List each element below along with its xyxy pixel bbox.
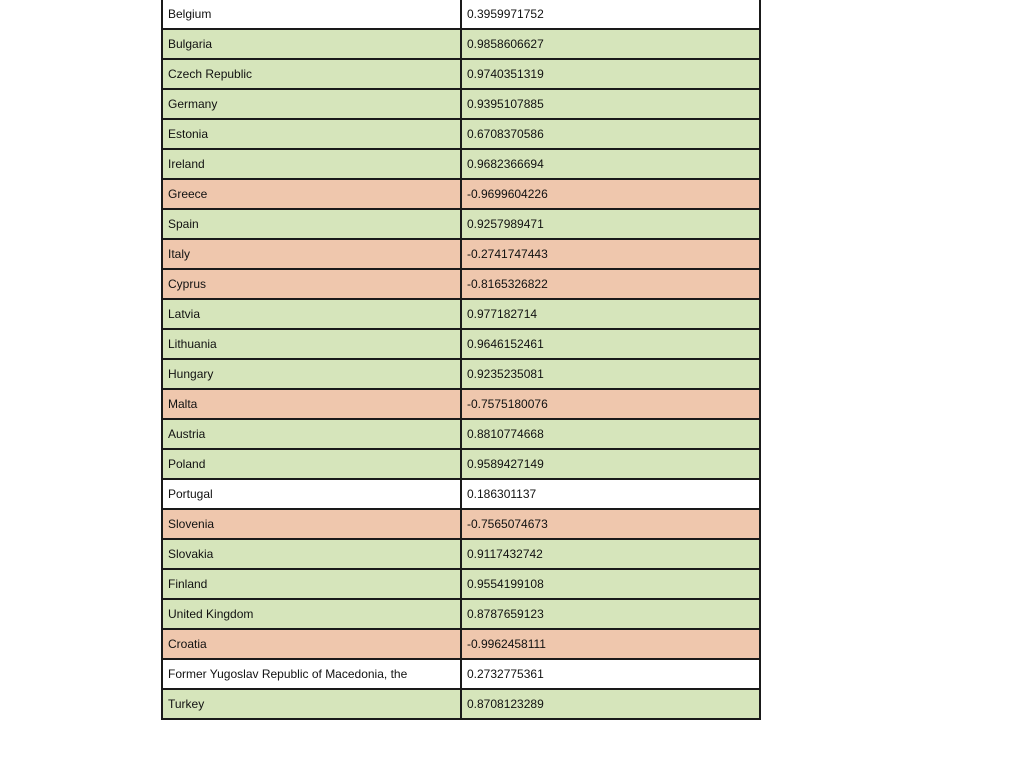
value-cell[interactable]: 0.9646152461 — [461, 329, 760, 359]
country-cell[interactable]: Croatia — [162, 629, 461, 659]
country-cell[interactable]: Estonia — [162, 119, 461, 149]
table-row — [162, 419, 760, 449]
value-cell[interactable]: -0.2741747443 — [461, 239, 760, 269]
table-row — [162, 0, 760, 29]
value-cell[interactable]: 0.977182714 — [461, 299, 760, 329]
table-row — [162, 179, 760, 209]
table-row — [162, 389, 760, 419]
table-row — [162, 89, 760, 119]
country-cell[interactable]: Slovenia — [162, 509, 461, 539]
table-row — [162, 659, 760, 689]
country-cell[interactable]: United Kingdom — [162, 599, 461, 629]
table-row — [162, 449, 760, 479]
table-row — [162, 689, 760, 719]
table-row — [162, 359, 760, 389]
value-cell[interactable]: 0.9858606627 — [461, 29, 760, 59]
country-cell[interactable]: Portugal — [162, 479, 461, 509]
country-cell[interactable]: Hungary — [162, 359, 461, 389]
table-row — [162, 599, 760, 629]
value-cell[interactable]: -0.8165326822 — [461, 269, 760, 299]
country-cell[interactable]: Czech Republic — [162, 59, 461, 89]
country-cell[interactable]: Ireland — [162, 149, 461, 179]
table-row — [162, 329, 760, 359]
country-cell[interactable]: Former Yugoslav Republic of Macedonia, the — [162, 659, 461, 689]
country-cell[interactable]: Finland — [162, 569, 461, 599]
spreadsheet-table-container — [161, 0, 759, 720]
value-cell[interactable]: 0.9740351319 — [461, 59, 760, 89]
country-cell[interactable]: Latvia — [162, 299, 461, 329]
value-cell[interactable]: -0.9962458111 — [461, 629, 760, 659]
value-cell[interactable]: 0.186301137 — [461, 479, 760, 509]
table-body — [162, 0, 760, 719]
value-cell[interactable]: 0.6708370586 — [461, 119, 760, 149]
country-cell[interactable]: Malta — [162, 389, 461, 419]
table-row — [162, 479, 760, 509]
country-cell[interactable]: Poland — [162, 449, 461, 479]
table-row — [162, 629, 760, 659]
value-cell[interactable]: 0.9395107885 — [461, 89, 760, 119]
value-cell[interactable]: 0.9554199108 — [461, 569, 760, 599]
value-cell[interactable]: 0.9682366694 — [461, 149, 760, 179]
value-cell[interactable]: -0.9699604226 — [461, 179, 760, 209]
table-row — [162, 239, 760, 269]
country-cell[interactable]: Belgium — [162, 0, 461, 29]
table-row — [162, 29, 760, 59]
country-cell[interactable]: Cyprus — [162, 269, 461, 299]
value-cell[interactable]: 0.8708123289 — [461, 689, 760, 719]
table-row — [162, 59, 760, 89]
value-cell[interactable]: 0.8810774668 — [461, 419, 760, 449]
country-cell[interactable]: Turkey — [162, 689, 461, 719]
table-row — [162, 209, 760, 239]
value-cell[interactable]: 0.9117432742 — [461, 539, 760, 569]
country-values-table — [161, 0, 761, 720]
country-cell[interactable]: Bulgaria — [162, 29, 461, 59]
country-cell[interactable]: Italy — [162, 239, 461, 269]
country-cell[interactable]: Germany — [162, 89, 461, 119]
value-cell[interactable]: 0.3959971752 — [461, 0, 760, 29]
country-cell[interactable]: Slovakia — [162, 539, 461, 569]
country-cell[interactable]: Spain — [162, 209, 461, 239]
country-cell[interactable]: Austria — [162, 419, 461, 449]
value-cell[interactable]: 0.9589427149 — [461, 449, 760, 479]
table-row — [162, 119, 760, 149]
country-cell[interactable]: Lithuania — [162, 329, 461, 359]
value-cell[interactable]: -0.7565074673 — [461, 509, 760, 539]
table-row — [162, 299, 760, 329]
value-cell[interactable]: 0.9257989471 — [461, 209, 760, 239]
value-cell[interactable]: 0.8787659123 — [461, 599, 760, 629]
table-row — [162, 539, 760, 569]
table-row — [162, 569, 760, 599]
country-cell[interactable]: Greece — [162, 179, 461, 209]
value-cell[interactable]: 0.9235235081 — [461, 359, 760, 389]
table-row — [162, 509, 760, 539]
table-row — [162, 269, 760, 299]
value-cell[interactable]: -0.7575180076 — [461, 389, 760, 419]
table-row — [162, 149, 760, 179]
value-cell[interactable]: 0.2732775361 — [461, 659, 760, 689]
